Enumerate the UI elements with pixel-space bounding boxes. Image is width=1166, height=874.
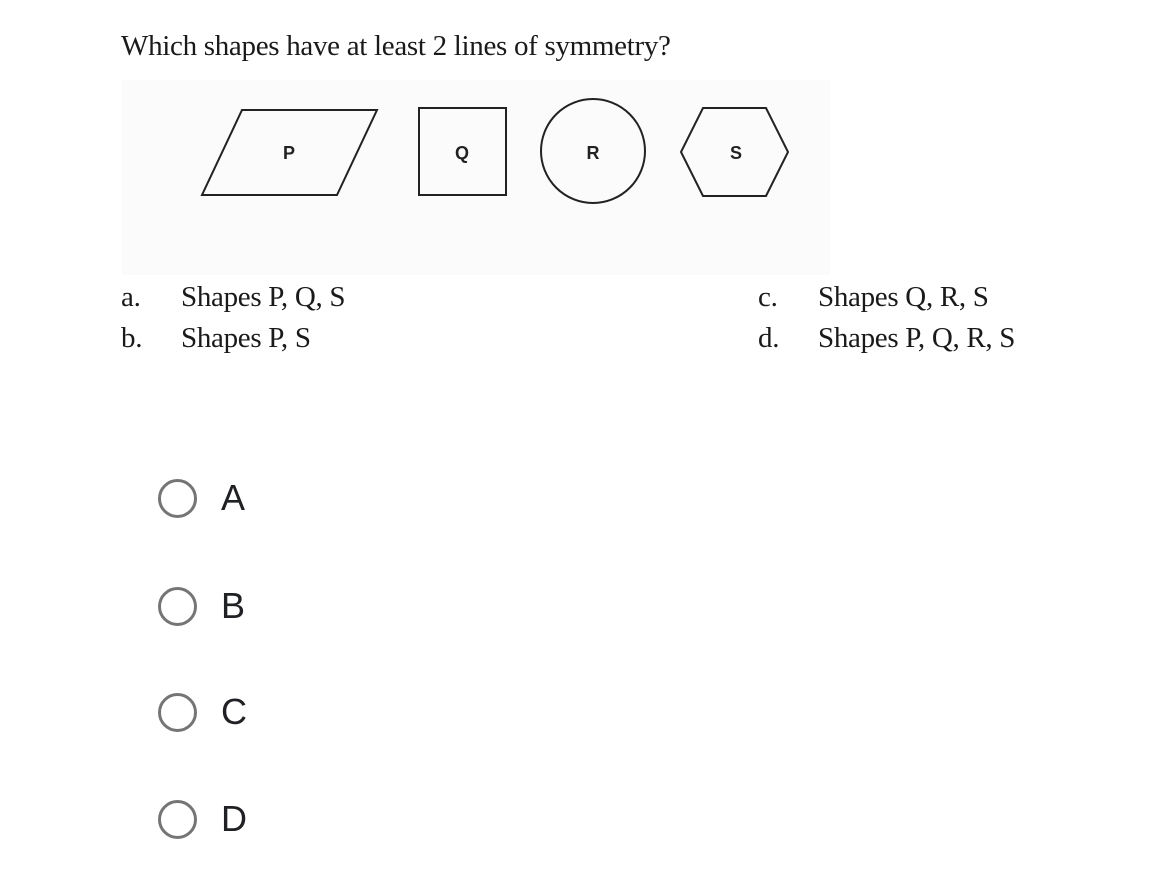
shape-label-q: Q (454, 143, 470, 163)
choice-text: Shapes P, Q, S (181, 281, 346, 313)
radio-button-b[interactable] (158, 587, 197, 626)
radio-button-a[interactable] (158, 479, 197, 518)
radio-button-c[interactable] (158, 693, 197, 732)
radio-option-d[interactable] (158, 795, 247, 843)
choice-d (758, 322, 1015, 355)
choice-letter: a. (121, 281, 141, 313)
choice-letter: c. (758, 281, 778, 313)
choice-letter: b. (121, 322, 143, 354)
shape-label-r: R (586, 143, 600, 163)
choice-letter: d. (758, 322, 780, 354)
choice-text: Shapes P, Q, R, S (818, 322, 1016, 354)
question-title: Which shapes have at least 2 lines of symmetry? (121, 30, 671, 62)
radio-label-c[interactable]: C (221, 691, 247, 732)
choice-b (121, 322, 311, 355)
radio-label-b[interactable]: B (221, 585, 246, 626)
choice-c (758, 281, 989, 314)
radio-option-c[interactable] (158, 688, 247, 736)
question-image (0, 0, 1166, 380)
radio-label-a[interactable]: A (221, 477, 246, 518)
choice-a (121, 281, 345, 314)
radio-option-a[interactable] (158, 474, 245, 522)
radio-label-d[interactable]: D (221, 798, 247, 839)
shape-label-p: P (282, 143, 296, 163)
choice-text: Shapes Q, R, S (818, 281, 989, 313)
shape-label-s: S (729, 143, 743, 163)
radio-button-d[interactable] (158, 800, 197, 839)
radio-option-b[interactable] (158, 582, 245, 630)
choice-text: Shapes P, S (181, 322, 311, 354)
